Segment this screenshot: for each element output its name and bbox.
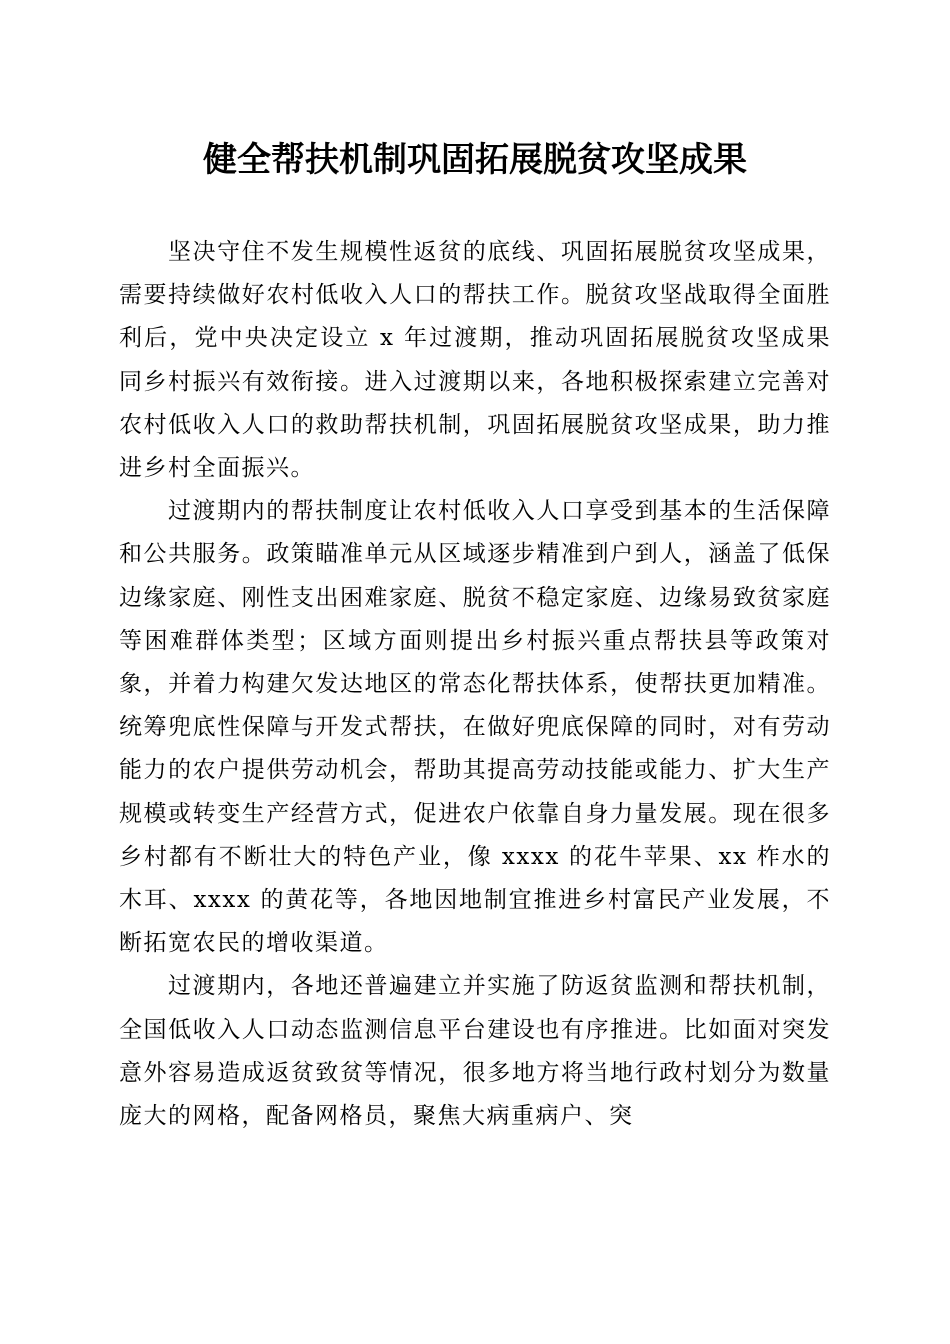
paragraph: 过渡期内，各地还普遍建立并实施了防返贫监测和帮扶机制，全国低收入人口动态监测信息平台建设也有序推进。比如面对突发意外容易造成返贫致贫等情况，很多地方将当地行政村划分为数量庞大的网格，配备网格员，聚焦大病重病户、突 bbox=[119, 973, 831, 1130]
paragraph: 过渡期内的帮扶制度让农村低收入人口享受到基本的生活保障和公共服务。政策瞄准单元从区域逐步精准到户到人，涵盖了低保边缘家庭、刚性支出困难家庭、脱贫不稳定家庭、边缘易致贫家庭等困难群体类型；区域方面则提出乡村振兴重点帮扶县等政策对象，并着力构建欠发达地区的常态化帮扶体系，使帮扶更加精准。统筹兜底性保障与开发式帮扶，在做好兜底保障的同时，对有劳动能力的农户提供劳动机会，帮助其提高劳动技能或能力、扩大生产规模或转变生产经营方式，促进农户依靠自身力量发展。现在很多乡村都有不断壮大的特色产业，像 xxxx 的花牛苹果、xx 柞水的木耳、xxxx 的黄花等，各地因地制宜推进乡村富民产业发展，不断拓宽农民的增收渠道。 bbox=[119, 498, 831, 957]
paragraph: 坚决守住不发生规模性返贫的底线、巩固拓展脱贫攻坚成果，需要持续做好农村低收入人口的帮扶工作。脱贫攻坚战取得全面胜利后，党中央决定设立 x 年过渡期，推动巩固拓展脱贫攻坚成果同乡村振兴有效衔接。进入过渡期以来，各地积极探索建立完善对农村低收入人口的救助帮扶机制，巩固拓展脱贫攻坚成果，助力推进乡村全面振兴。 bbox=[119, 239, 831, 482]
document-title: 健全帮扶机制巩固拓展脱贫攻坚成果 bbox=[203, 140, 747, 180]
document-body bbox=[119, 231, 831, 1138]
